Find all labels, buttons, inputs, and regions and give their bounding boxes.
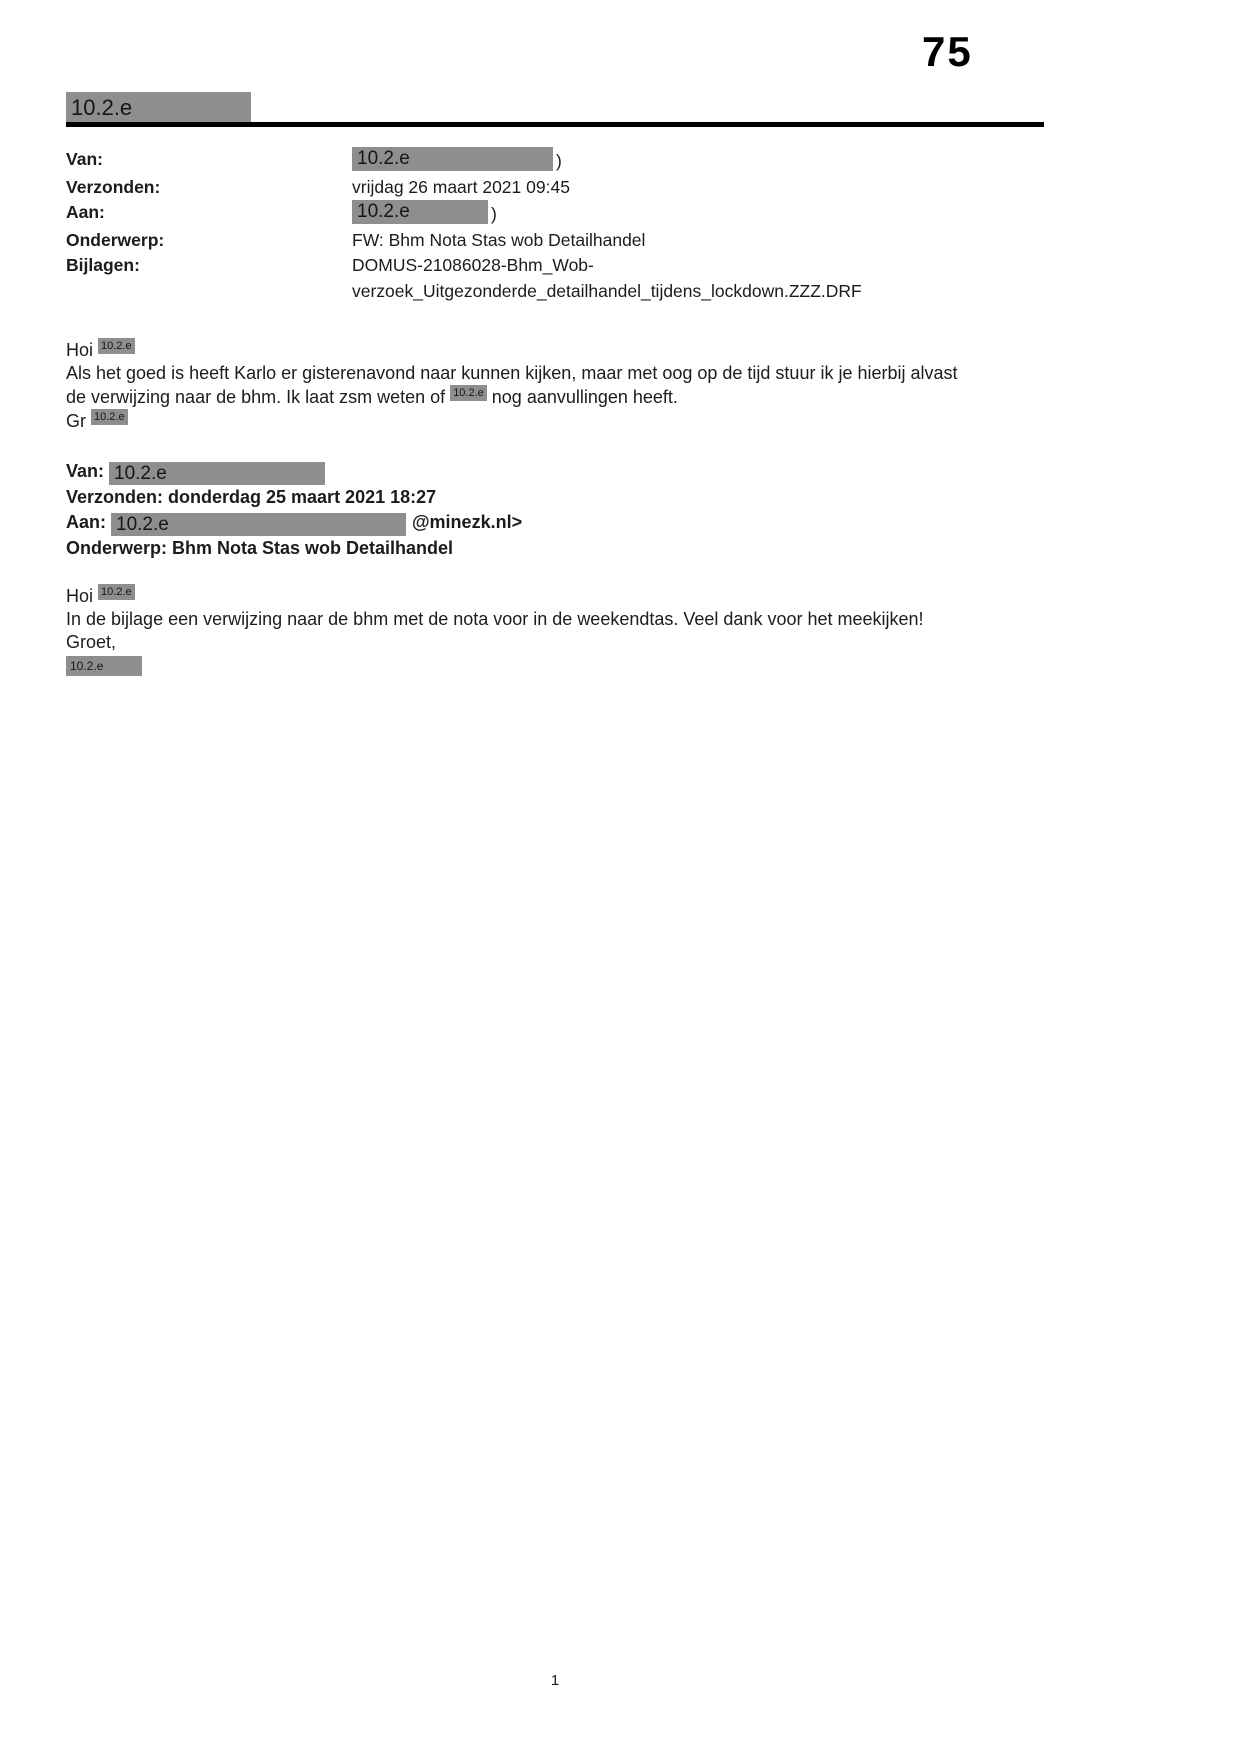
bijlagen-value [352, 253, 862, 304]
bijlagen-label: Bijlagen: [66, 255, 140, 275]
email2-aan-line [66, 510, 522, 536]
redaction-inline: 10.2.e [91, 409, 128, 425]
email2-signoff-line: Groet, [66, 632, 117, 652]
greeting-text: Hoi [66, 586, 94, 606]
van-value [352, 147, 562, 175]
redaction-aan: 10.2.e [111, 513, 406, 536]
verzonden-label: Verzonden: [66, 176, 161, 197]
signoff-text: Gr [66, 411, 86, 431]
email2-onderwerp-line: Onderwerp: Bhm Nota Stas wob Detailhandel [66, 537, 454, 558]
onderwerp-value: FW: Bhm Nota Stas wob Detailhandel [352, 229, 646, 250]
van-label: Van: [66, 149, 103, 169]
email2-header [66, 459, 522, 561]
document-number: 75 [922, 28, 973, 75]
email2-body [66, 584, 924, 678]
field-row-bijlagen [66, 253, 862, 304]
email2-verzonden-line: Verzonden: donderdag 25 maart 2021 18:27 [66, 486, 437, 507]
body-line-2-pre: de verwijzing naar de bhm. Ik laat zsm weten of [66, 387, 446, 407]
field-row-verzonden [66, 175, 862, 201]
attachment-filename-line-1: DOMUS-21086028-Bhm_Wob- [352, 255, 594, 275]
email2-body-line-1: In de bijlage een verwijzing naar de bhm met de nota voor in de weekendtas. Veel dank voor het meekijken! [66, 609, 924, 629]
email2-greeting-line [66, 584, 924, 608]
verzonden-value: vrijdag 26 maart 2021 09:45 [352, 176, 570, 197]
aan-suffix: ) [491, 204, 497, 224]
redaction-inline: 10.2.e [98, 338, 135, 354]
footer-page-number: 1 [550, 1672, 560, 1689]
body-line-2-post: nog aanvullingen heeft. [491, 387, 678, 407]
email1-body [66, 338, 958, 433]
greeting-text: Hoi [66, 340, 94, 360]
header-divider-rule [66, 122, 1044, 127]
attachment-filename-line-2: verzoek_Uitgezonderde_detailhandel_tijdens_lockdown.ZZZ.DRF [352, 280, 862, 301]
redaction-signature: 10.2.e [66, 656, 142, 676]
redaction-aan: 10.2.e [352, 200, 488, 224]
van-label: Van: [66, 461, 105, 481]
email1-signoff-line [66, 409, 958, 433]
email1-body-line-1: Als het goed is heeft Karlo er gisterenavond naar kunnen kijken, maar met oog op de tijd stuur ik je hierbij alvast [66, 363, 958, 383]
email2-signature-line [66, 654, 924, 678]
email2-van-line [66, 459, 522, 485]
email1-body-line-2 [66, 385, 958, 409]
header-redaction-label: 10.2.e [71, 95, 133, 120]
header-redaction-bar [66, 92, 251, 123]
aan-value [352, 200, 497, 228]
redaction-van: 10.2.e [352, 147, 553, 171]
redaction-inline: 10.2.e [98, 584, 135, 600]
field-row-onderwerp [66, 228, 862, 254]
aan-label: Aan: [66, 202, 105, 222]
field-row-van [66, 147, 862, 175]
van-suffix: ) [556, 151, 562, 171]
redaction-van: 10.2.e [109, 462, 325, 485]
aan-suffix: @minezk.nl> [412, 512, 523, 532]
email1-header [66, 147, 862, 304]
field-row-aan [66, 200, 862, 228]
redaction-inline: 10.2.e [450, 385, 487, 401]
onderwerp-label: Onderwerp: [66, 229, 165, 250]
aan-label: Aan: [66, 512, 106, 532]
email1-greeting-line [66, 338, 958, 362]
